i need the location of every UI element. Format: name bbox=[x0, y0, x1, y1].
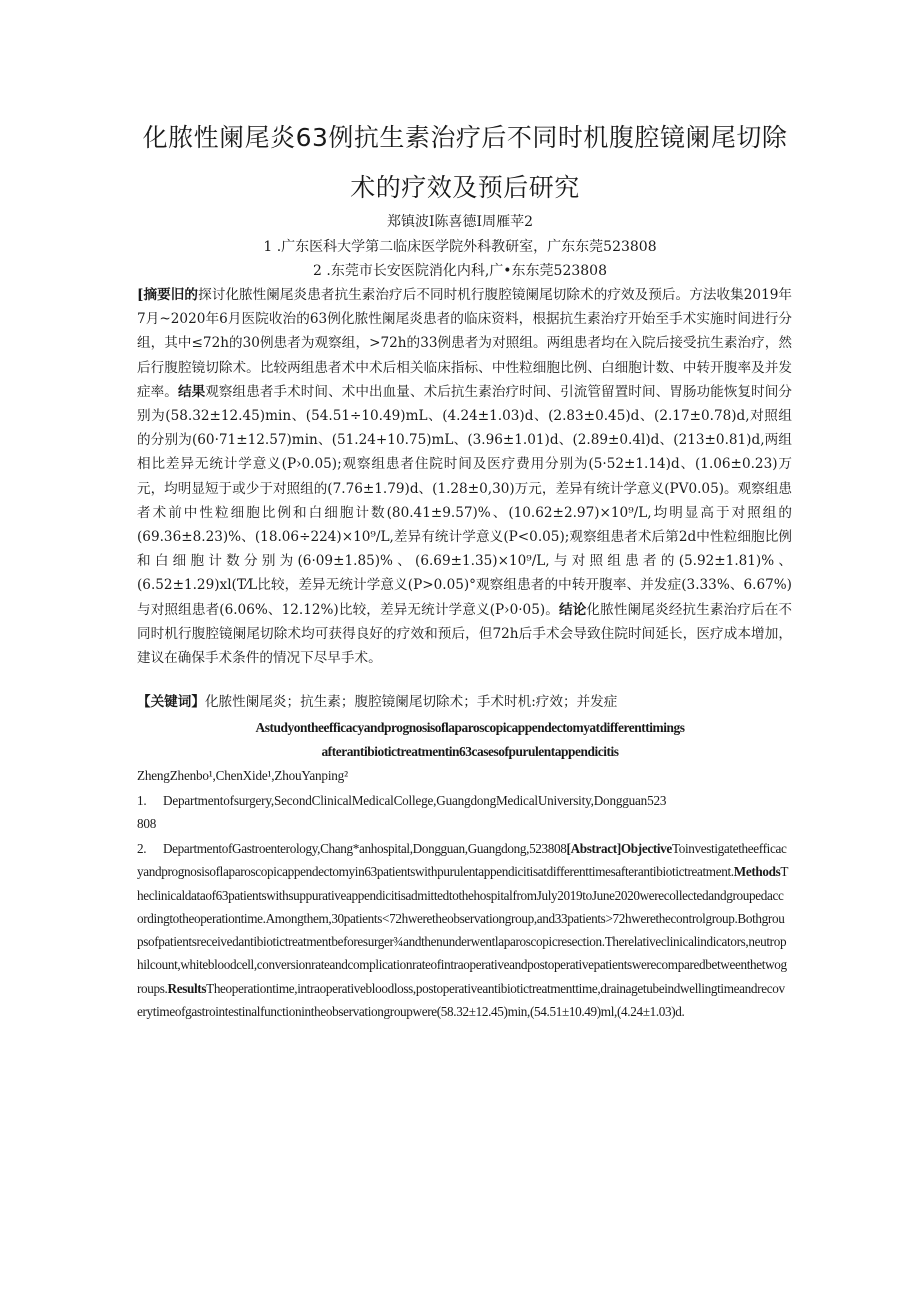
abstract-en-methods: Theclinicaldataof63patientswithsuppurativeappendicitisadmittedtothehospitalfromJuly2019toJune2020werecollectedandgroupedaccordingtotheoperationtime.Amongthem,30patients<72hweretheobservationgroup,and33patients>72hwerethecontrolgroup.Bothgroupsofpatientsreceivedantibiotictreatmentbeforesurger¾andthenunderwentlaparoscopicresection.Therelativeclinicalindicators,neutrophilcount,whitebloodcell,conversionrateandcomplicationrateofintraoperativeandpostoperativepatientswerecomparedbetweenthetwogroups. bbox=[137, 864, 789, 996]
abstract-cn bbox=[137, 283, 792, 670]
paper-title-line-2: 术的疗效及预后研究 bbox=[350, 173, 580, 202]
title-en-line-1: Astudyontheefficacyandprognosisoflaparoscopicappendectomyatdifferenttimings bbox=[255, 720, 685, 735]
abstract-cn-objective-methods: 探讨化脓性阑尾炎患者抗生素治疗后不同时机行腹腔镜阑尾切除术的疗效及预后。方法收集2019年7月~2020年6月医院收治的63例化脓性阑尾炎患者的临床资料，根据抗生素治疗开始至手术实施时间进行分组，其中≤72h的30例患者为观察组，>72h的33例患者为对照组。两组患者均在入院后接受抗生素治疗，然后行腹腔镜切除术。比较两组患者术中术后相关临床指标、中性粒细胞比例、白细胞计数、中转开腹率及并发症率。 bbox=[137, 287, 793, 400]
abstract-cn-results: 观察组患者手术时间、术中出血量、术后抗生素治疗时间、引流管留置时间、胃肠功能恢复时间分别为(58.32±12.45)min、(54.51÷10.49)mL、(4.24±1.03)d、(2.83±0.45)d、(2.17±0.78)d,对照组的分别为(60·71±12.57)min、(51.24+10.75)mL、(3.96±1.01)d、(2.89±0.4l)d、(213±0.81)d,两组相比差异无统计学意义(P›0.05);观察组患者住院时间及医疗费用分别为(5·52±1.14)d、(1.06±0.23)万元，均明显短于或少于对照组的(7.76±1.79)d、(1.28±0,30)万元，差异有统计学意义(PV0.05)。观察组患者术前中性粒细胞比例和白细胞计数(80.41±9.57)%、(10.62±2.97)×10⁹/L,均明显高于对照组的(69.36±8.23)%、(18.06÷224)×10⁹/L,差异有统计学意义(P<0.05);观察组患者术后第2d中性粒细胞比例和白细胞计数分别为(6·09±1.85)%、(6.69±1.35)×10⁹/L,与对照组患者的(5.92±1.81)%、(6.52±1.29)xl(T⁄L比较，差异无统计学意义(P>0.05)°观察组患者的中转开腹率、并发症(3.33%、6.67%)与对照组患者(6.06%、12.12%)比较，差异无统计学意义(P›0·05)。 bbox=[137, 383, 793, 618]
abstract-cn-conclusion-label: 结论 bbox=[558, 601, 587, 618]
title-en-line-2: afterantibiotictreatmentin63casesofpurulentappendicitis bbox=[321, 744, 619, 759]
paper-title-line-1: 化脓性阑尾炎63例抗生素治疗后不同时机腹腔镜阑尾切除 bbox=[142, 123, 788, 152]
affiliation-en-1 bbox=[137, 793, 666, 809]
abstract-cn-results-label: 结果 bbox=[177, 383, 206, 400]
affiliation-en-2-text: DepartmentofGastroenterology,Chang*anhospital,Dongguan,Guangdong,523808 bbox=[163, 841, 567, 856]
affiliation-en-2-number: 2. bbox=[137, 841, 147, 856]
abstract-en-label: [Abstract]Objective bbox=[566, 841, 672, 856]
affiliation-en-1-continued: 808 bbox=[137, 816, 157, 831]
abstract-en-objective: Toinvestigatetheefficacyandprognosisoflaparoscopicappendectomyin63patientswithpurulentappendicitisatdifferenttimesafterantibiotictreatment. bbox=[137, 841, 787, 880]
affiliation-en-1-number: 1. bbox=[137, 793, 147, 808]
keywords-cn-label: 【关键词】 bbox=[137, 694, 205, 710]
affiliation-en-1-text: Departmentofsurgery,SecondClinicalMedicalCollege,GuangdongMedicalUniversity,Dongguan523 bbox=[163, 793, 667, 808]
authors-cn: 郑镇波I陈喜德I周雁苹2 bbox=[387, 214, 533, 230]
abstract-en-methods-label: Methods bbox=[733, 864, 781, 880]
abstract-cn-conclusion: 化脓性阑尾炎经抗生素治疗后在不同时机行腹腔镜阑尾切除术均可获得良好的疗效和预后，但72h后手术会导致住院时间延长，医疗成本增加，建议在确保手术条件的情况下尽早手术。 bbox=[137, 601, 792, 667]
abstract-en-results: Theoperationtime,intraoperativebloodloss,postoperativeantibiotictreatmenttime,drainagetubeindwellingtimeandrecoverytimeofgastrointestinalfunctionintheobservationgroupwere(58.32±12.45)min,(54.51±10.49)ml,(4.24±1.03)d. bbox=[137, 980, 785, 1020]
keywords-cn-text: 化脓性阑尾炎；抗生素；腹腔镜阑尾切除术；手术时机:疗效；并发症 bbox=[204, 694, 618, 710]
affiliation-cn-2: 2 .东莞市长安医院消化内科,广•东东莞523808 bbox=[313, 263, 607, 279]
abstract-en bbox=[137, 837, 789, 1023]
authors-en: ZhengZhenbo¹,ChenXide¹,ZhouYanping² bbox=[137, 768, 348, 783]
abstract-cn-label: [摘要旧的 bbox=[137, 287, 199, 303]
affiliation-cn-1: 1 .广东医科大学第二临床医学院外科教研室，广东东莞523808 bbox=[263, 239, 657, 255]
abstract-en-results-label: Results bbox=[167, 980, 207, 996]
keywords-cn bbox=[137, 690, 797, 710]
